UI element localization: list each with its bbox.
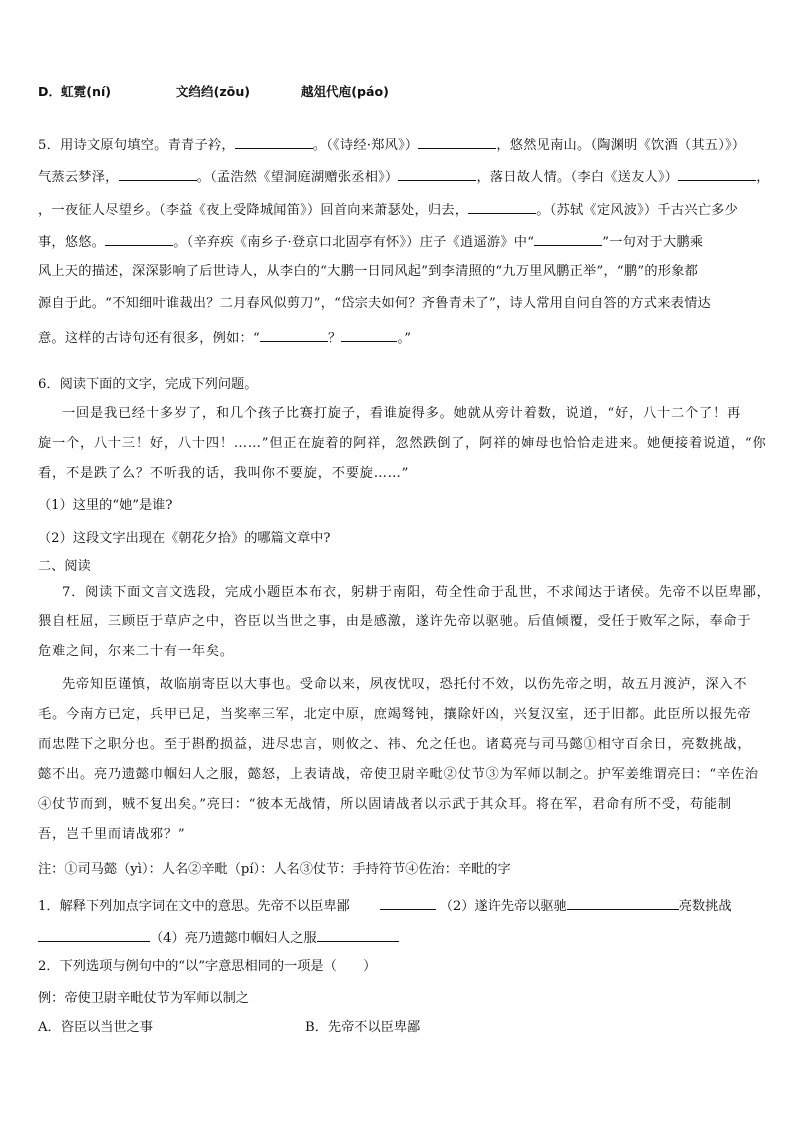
q7-text: 亮数挑战 bbox=[678, 899, 732, 914]
option-d-word-1: D．虹霓(ní) bbox=[38, 84, 112, 99]
answer-blank[interactable] bbox=[317, 926, 399, 942]
q7-note: 注：①司马懿（yì）：人名②辛毗（pí）：人名③仗节：手持符节④佐治：辛毗的字 bbox=[38, 862, 511, 877]
q5-text: 意。这样的古诗句还有很多，例如：“ bbox=[38, 331, 260, 346]
q7-passage-line-2: 猥自枉屈，三顾臣于草庐之中，咨臣以当世之事，由是感激，遂许先帝以驱驰。后值倾覆，受任于败军之际，奉命于 bbox=[38, 614, 752, 629]
q5-line-4 bbox=[38, 230, 703, 253]
q7-text: （2）遂许先帝以驱驰 bbox=[439, 899, 567, 914]
q5-line-6: 源自于此。“不知细叶谁裁出？二月春风似剪刀”，“岱宗夫如何？齐鲁青未了”，诗人常用自问自答的方式来表情达 bbox=[38, 296, 711, 311]
q7-sub-1-line-2 bbox=[38, 926, 399, 949]
q7-passage-line-8: ④仗节而到，贼不复出矣。”亮曰：“彼本无战情，所以固请战者以示武于其众耳。将在军，君命有所不受，苟能制 bbox=[38, 797, 732, 812]
answer-blank[interactable] bbox=[468, 198, 536, 214]
q5-text: 事，悠悠。 bbox=[38, 235, 106, 250]
answer-blank[interactable] bbox=[341, 326, 397, 342]
q7-passage-line-4: 先帝知臣谨慎，故临崩寄臣以大事也。受命以来，夙夜忧叹，恐托付不效，以伤先帝之明，故五月渡泸，深入不 bbox=[62, 677, 748, 692]
option-a: A．咨臣以当世之事 bbox=[38, 1020, 154, 1035]
q5-text: ？ bbox=[328, 331, 342, 346]
q5-text: 。（《诗经·郑风》） bbox=[312, 138, 419, 153]
q7-passage-line-5: 毛。今南方已定，兵甲已足，当奖率三军，北定中原，庶竭驽钝，攘除奸凶，兴复汉室，还于旧都。此臣所以报先帝 bbox=[38, 707, 752, 722]
q5-line-7 bbox=[38, 326, 411, 349]
q6-passage-line-1: 一回是我已经十多岁了，和几个孩子比赛打旋子，看谁旋得多。她就从旁计着数，说道，“好，八十二个了！再 bbox=[62, 406, 741, 421]
q7-passage-line-7: 懿不出。亮乃遗懿巾帼妇人之服，懿怒，上表请战，帝使卫尉辛毗②仗节③为军师以制之。护军姜维谓亮曰：“辛佐治 bbox=[38, 767, 759, 782]
q6-title: 6．阅读下面的文字，完成下列问题。 bbox=[38, 377, 258, 392]
q5-line-3 bbox=[38, 198, 738, 221]
q5-text: 。（孟浩然《望洞庭湖赠张丞相》） bbox=[196, 170, 399, 185]
section-heading: 二、阅读 bbox=[38, 559, 91, 574]
q5-text: 。（辛弃疾《南乡子·登京口北固亭有怀》）庄子《逍遥游》中“ bbox=[173, 235, 535, 250]
q7-text: （4）亮乃遗懿巾帼妇人之服 bbox=[150, 931, 317, 946]
answer-blank[interactable] bbox=[418, 133, 496, 149]
q6-subquestion-1: （1）这里的“她”是谁? bbox=[38, 498, 173, 513]
q5-text: ”一句对于大鹏乘 bbox=[602, 235, 704, 250]
option-d-word-2: 文绉绉(zōu) bbox=[175, 84, 251, 99]
answer-blank[interactable] bbox=[534, 230, 602, 246]
answer-blank[interactable] bbox=[398, 165, 476, 181]
option-d-word-3: 越俎代庖(páo) bbox=[300, 84, 389, 99]
q5-line-2: 气蒸云梦泽， 。（孟浩然《望洞庭湖赠张丞相》） ，落日故人情。（李白《送友人》） ， bbox=[38, 165, 770, 188]
q5-text: ，落日故人情。（李白《送友人》） bbox=[476, 170, 679, 185]
q5-line-5: 风上天的描述，深深影响了后世诗人，从李白的“大鹏一日同风起”到李清照的“九万里风鹏正举”，“鹏”的形象都 bbox=[38, 264, 699, 279]
q7-sub-1-line-1 bbox=[38, 894, 732, 917]
q5-text: ，一夜征人尽望乡。（李益《夜上受降城闻笛》）回首向来萧瑟处，归去， bbox=[38, 203, 469, 218]
q7-passage-line-3: 危难之间，尔来二十有一年矣。 bbox=[38, 644, 234, 659]
q5-text: 。（苏轼《定风波》）千古兴亡多少 bbox=[536, 203, 739, 218]
q6-passage-line-3: 看，不是跌了么？不听我的话，我叫你不要旋，不要旋……” bbox=[38, 466, 410, 481]
q7-sub-2: 2．下列选项与例句中的“以”字意思相同的一项是（ ） bbox=[38, 959, 377, 974]
q7-text: 1．解释下列加点字词在文中的意思。先帝不以臣卑鄙 bbox=[38, 899, 350, 914]
q7-options bbox=[38, 1018, 420, 1038]
answer-blank[interactable] bbox=[260, 326, 328, 342]
answer-blank[interactable] bbox=[567, 894, 679, 910]
q5-text: ，悠然见南山。（陶渊明《饮酒（其五）》） bbox=[496, 138, 746, 153]
answer-blank[interactable] bbox=[235, 133, 313, 149]
option-d-line bbox=[38, 82, 389, 102]
option-b: B．先帝不以臣卑鄙 bbox=[305, 1020, 421, 1035]
q7-passage-line-1: 7．阅读下面文言文选段，完成小题臣本布衣，躬耕于南阳，苟全性命于乱世，不求闻达于诸侯。先帝不以臣卑鄙， bbox=[62, 585, 771, 600]
answer-blank[interactable] bbox=[38, 926, 150, 942]
q5-text: 5．用诗文原句填空。青青子衿， bbox=[38, 138, 235, 153]
q7-example: 例：帝使卫尉辛毗仗节为军师以制之 bbox=[38, 991, 249, 1006]
answer-blank[interactable] bbox=[380, 894, 436, 910]
q6-passage-line-2: 旋一个，八十三！好，八十四！……”但正在旋着的阿祥，忽然跌倒了，阿祥的婶母也恰恰走进来。她便接着说道，“你 bbox=[38, 436, 767, 451]
q7-passage-line-6: 而忠陛下之职分也。至于斟酌损益，进尽忠言，则攸之、祎、允之任也。诸葛亮与司马懿①相守百余日，亮数挑战， bbox=[38, 737, 752, 752]
answer-blank[interactable] bbox=[119, 165, 197, 181]
q7-passage-line-9: 吾，岂千里而请战邪？” bbox=[38, 827, 186, 842]
q5-text: 。” bbox=[397, 331, 412, 346]
q6-subquestion-2: （2）这段文字出现在《朝花夕拾》的哪篇文章中? bbox=[38, 531, 331, 546]
answer-blank[interactable] bbox=[678, 165, 756, 181]
q5-line-1 bbox=[38, 133, 745, 156]
answer-blank[interactable] bbox=[105, 230, 173, 246]
q5-text: 气蒸云梦泽， bbox=[38, 170, 119, 185]
